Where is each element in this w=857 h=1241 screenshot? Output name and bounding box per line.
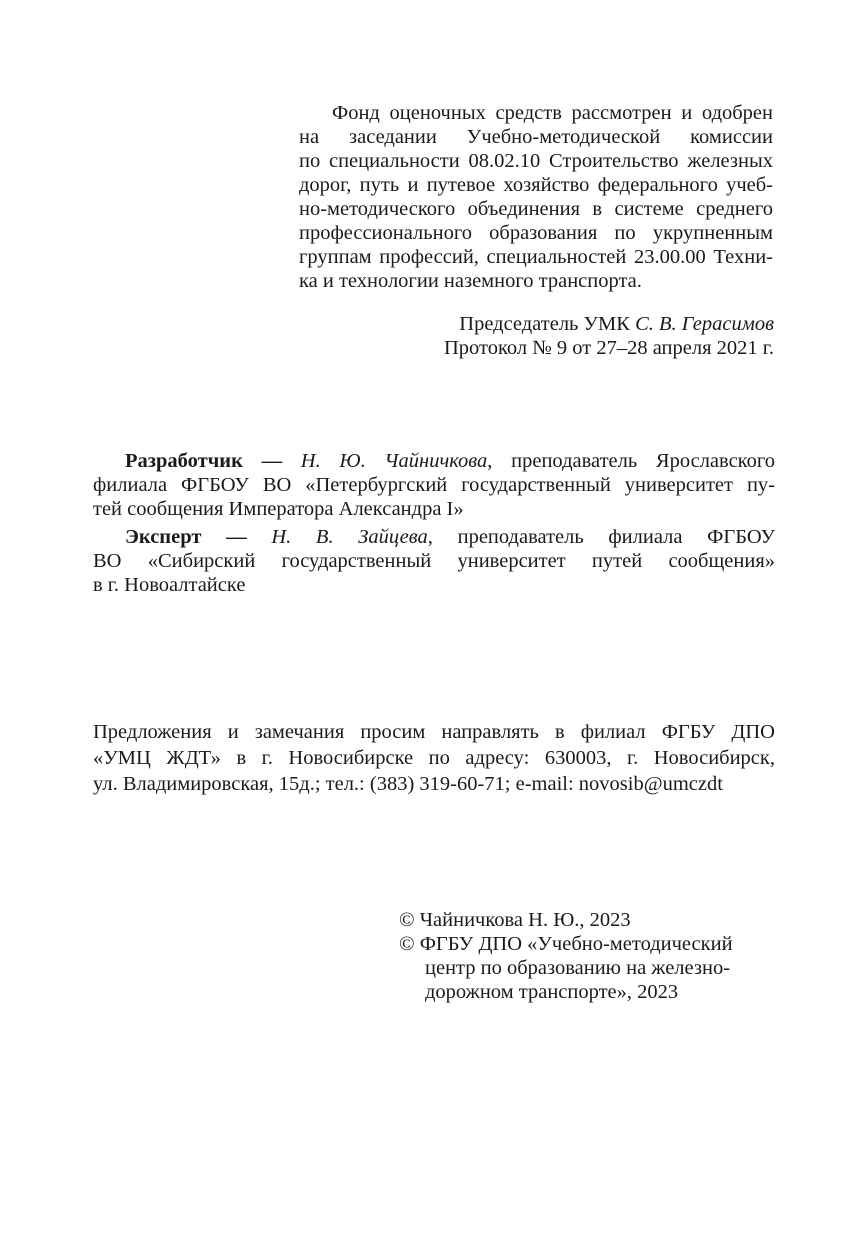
expert-position: , преподаватель филиала ФГБОУ: [427, 526, 775, 548]
approval-line-7: группам профессий, специальностей 23.00.00 Техни-: [299, 246, 773, 268]
contact-line-2: «УМЦ ЖДТ» в г. Новосибирске по адресу: 630003, г. Новосибирск,: [93, 747, 775, 769]
developer-line-2: филиала ФГБОУ ВО «Петербургский государственный университет пу-: [93, 474, 775, 496]
contact-line-1: Предложения и замечания просим направлять в филиал ФГБУ ДПО: [93, 721, 775, 743]
copyright-block: [399, 908, 775, 1008]
developer-label: Разработчик: [125, 450, 243, 472]
expert-dash: —: [201, 526, 272, 548]
approval-line-4: дорог, путь и путевое хозяйство федерального учеб-: [299, 174, 773, 196]
approval-line-1: Фонд оценочных средств рассмотрен и одобрен: [332, 102, 773, 124]
developer-name: Н. Ю. Чайничкова: [300, 450, 488, 472]
developer-dash: —: [242, 450, 301, 472]
copyright-line-1: © Чайничкова Н. Ю., 2023: [399, 909, 631, 931]
developer-line-3: тей сообщения Императора Александра I»: [93, 498, 464, 520]
copyright-line-3: центр по образованию на железно-: [425, 957, 731, 979]
expert-line-3: в г. Новоалтайске: [93, 574, 246, 596]
approval-line-6: профессионального образования по укрупненным: [299, 222, 773, 244]
copyright-line-4: дорожном транспорте», 2023: [425, 981, 679, 1003]
chair-block: [300, 312, 774, 364]
contact-paragraph: [93, 720, 775, 800]
developer-line-1: [93, 449, 775, 473]
expert-label: Эксперт: [125, 526, 202, 548]
chair-label: Председатель УМК: [459, 313, 630, 335]
chair-name: С. В. Герасимов: [635, 313, 774, 335]
protocol-line: Протокол № 9 от 27–28 апреля 2021 г.: [443, 337, 774, 359]
approval-line-2: на заседании Учебно-методической комиссии: [299, 126, 773, 148]
contact-line-3: ул. Владимировская, 15д.; тел.: (383) 319-60-71; e-mail: novosib@umczdt: [93, 773, 723, 795]
approval-line-5: но-методического объединения в системе среднего: [299, 198, 773, 220]
expert-line-1: [93, 525, 775, 549]
approval-paragraph: [299, 101, 773, 301]
approval-line-8: ка и технологии наземного транспорта.: [299, 270, 642, 292]
expert-line-2: ВО «Сибирский государственный университет путей сообщения»: [93, 550, 775, 572]
developer-position: , преподаватель Ярославского: [487, 450, 776, 472]
copyright-line-2: © ФГБУ ДПО «Учебно-методический: [399, 933, 733, 955]
authors-block: [93, 449, 775, 609]
approval-line-3: по специальности 08.02.10 Строительство железных: [299, 150, 773, 172]
chair-line: [300, 312, 774, 336]
expert-name: Н. В. Зайцева: [271, 526, 428, 548]
